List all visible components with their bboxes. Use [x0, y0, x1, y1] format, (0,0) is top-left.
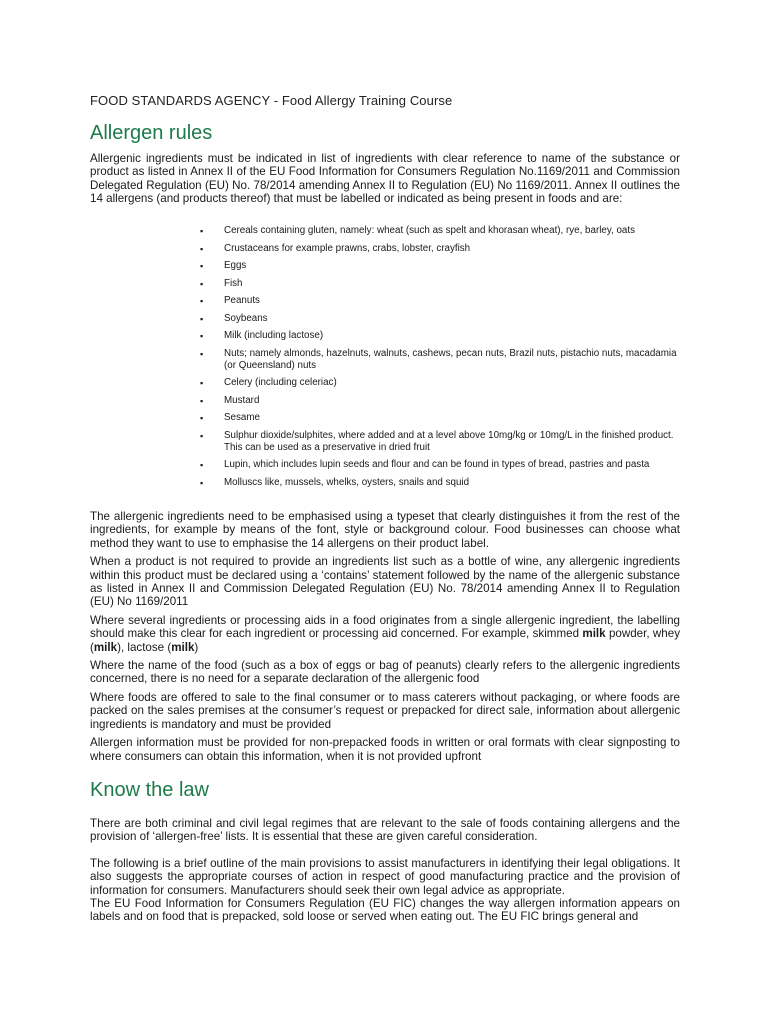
- list-item: ▪ Mustard: [200, 395, 680, 407]
- paragraph-text: powder, whey (: [90, 627, 680, 654]
- bold-allergen-word: milk: [93, 640, 118, 654]
- emphasis-paragraph: The allergenic ingredients need to be emphasised using a typeset that clearly distinguishes it from the rest of the ingredients, for example by means of the font, style or background colour. Food businesses can choose what method they want to use to emphasise the 14 allergens on their product label.: [90, 510, 680, 550]
- allergen-rules-body: [90, 510, 680, 768]
- list-item: ▪ Milk (including lactose): [200, 330, 680, 342]
- know-the-law-body: [90, 817, 680, 924]
- list-item: ▪ Eggs: [200, 260, 680, 272]
- non-prepacked-paragraph: Allergen information must be provided for non-prepacked foods in written or oral formats with clear signposting to where consumers can obtain this information, when it is not provided upfront: [90, 736, 680, 763]
- list-item: ▪ Crustaceans for example prawns, crabs, lobster, crayfish: [200, 243, 680, 255]
- intro-paragraph: Allergenic ingredients must be indicated in list of ingredients with clear reference to name of the substance or product as listed in Annex II of the EU Food Information for Consumers Regulation No.1169/2011 and Commission Delegated Regulation (EU) No. 78/2014 amending Annex II to Regulation (EU) No 1169/2011. Annex II outlines the 14 allergens (and products thereof) that must be labelled or indicated as being present in foods and are:: [90, 152, 680, 206]
- list-item: ▪ Cereals containing gluten, namely: wheat (such as spelt and khorasan wheat), rye, barley, oats: [200, 225, 680, 237]
- list-item: ▪ Sesame: [200, 412, 680, 424]
- document-header: FOOD STANDARDS AGENCY - Food Allergy Training Course: [90, 93, 453, 108]
- paragraph-text: ), lactose (: [117, 640, 172, 654]
- paragraph-text: Where several ingredients or processing aids in a food originates from a single allergenic ingredient, the labelling should make this clear for each ingredient or processing aid concerned. For example, skimmed: [90, 613, 680, 641]
- food-name-paragraph: Where the name of the food (such as a box of eggs or bag of peanuts) clearly refers to the allergenic ingredients concerned, there is no need for a separate declaration of the allergenic food: [90, 659, 680, 686]
- list-item: ▪ Peanuts: [200, 295, 680, 307]
- list-item: ▪ Nuts; namely almonds, hazelnuts, walnuts, cashews, pecan nuts, Brazil nuts, pistachio nuts, macadamia (or Queensland) nuts: [200, 348, 680, 372]
- list-item: ▪ Molluscs like, mussels, whelks, oysters, snails and squid: [200, 477, 680, 489]
- outline-paragraph: The following is a brief outline of the main provisions to assist manufacturers in identifying their legal obligations. It also suggests the appropriate courses of action in respect of good manufacturing practice and the provision of information for consumers. Manufacturers should seek their own legal advice as appropriate.: [90, 856, 680, 897]
- list-item: ▪ Soybeans: [200, 313, 680, 325]
- bold-allergen-word: milk: [582, 627, 606, 641]
- several-ingredients-paragraph: [90, 614, 680, 654]
- contains-paragraph: When a product is not required to provide an ingredients list such as a bottle of wine, any allergenic ingredients within this product must be declared using a ‘contains’ statement followed by the name of the allergenic substance as listed in Annex II and Commission Delegated Regulation (EU) No. 78/2014 amending Annex II to Regulation (EU) No 1169/2011: [90, 555, 680, 609]
- list-item: ▪ Lupin, which includes lupin seeds and flour and can be found in types of bread, pastries and pasta: [200, 459, 680, 471]
- section-title-allergen-rules: Allergen rules: [90, 122, 213, 144]
- legal-regimes-paragraph: There are both criminal and civil legal regimes that are relevant to the sale of foods containing allergens and the provision of ‘allergen-free’ lists. It is essential that these are given careful consideration.: [90, 817, 680, 844]
- allergen-list: [200, 225, 680, 494]
- paragraph-text: ): [194, 640, 199, 654]
- list-item: ▪ Sulphur dioxide/sulphites, where added and at a level above 10mg/kg or 10mg/L in the finished product. This can be used as a preservative in dried fruit: [200, 430, 680, 454]
- section-title-know-the-law: Know the law: [90, 779, 209, 801]
- eu-fic-paragraph: The EU Food Information for Consumers Regulation (EU FIC) changes the way allergen information appears on labels and on food that is prepacked, sold loose or served when eating out. The EU FIC brings general and: [90, 897, 680, 924]
- list-item: ▪ Fish: [200, 278, 680, 290]
- offered-for-sale-paragraph: Where foods are offered to sale to the final consumer or to mass caterers without packaging, or where foods are packed on the sales premises at the consumer’s request or prepacked for direct sale, information about allergenic ingredients is mandatory and must be provided: [90, 690, 680, 731]
- bold-allergen-word: milk: [171, 640, 195, 654]
- list-item: ▪ Celery (including celeriac): [200, 377, 680, 389]
